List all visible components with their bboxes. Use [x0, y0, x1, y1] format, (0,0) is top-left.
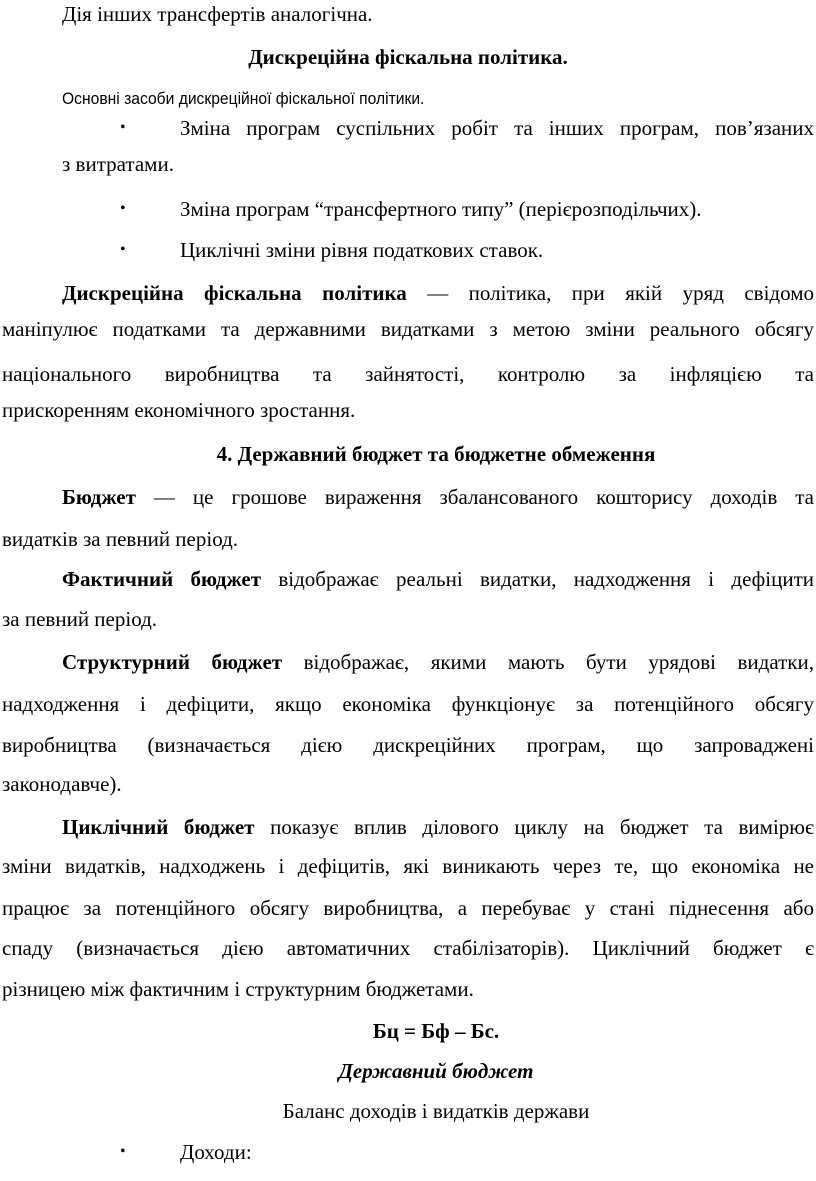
income-item: Доходи:: [180, 1140, 252, 1164]
def-cyclical-term: Циклічний бюджет: [62, 815, 255, 839]
def-structural-line3: виробництва (визначається дією дискреційних програм, що запроваджені: [2, 733, 814, 757]
def-discretionary-line4: прискоренням економічного зростання.: [2, 398, 356, 422]
bullet-icon: •: [120, 200, 126, 217]
formula: [28, 1017, 816, 1045]
def-cyclical-rest: показує вплив ділового циклу на бюджет та вимірює: [254, 815, 814, 839]
bullet-icon: •: [120, 119, 126, 136]
bullet-item-1-line1: Зміна програм суспільних робіт та інших програм, пов’язаних: [180, 116, 814, 140]
def-structural-line1: [62, 648, 814, 676]
bullet-item-1-line2: з витратами.: [62, 152, 174, 176]
balance-line: Баланс доходів і видатків держави: [282, 1099, 590, 1123]
def-cyclical-line4: спаду (визначається дією автоматичних стабілізаторів). Циклічний бюджет є: [2, 936, 814, 960]
def-structural-line4: законодавче).: [2, 772, 122, 796]
def-discretionary-term: Дискреційна фіскальна політика: [62, 281, 407, 305]
means-heading: Основні засоби дискреційної фіскальної політики.: [62, 89, 425, 108]
bullet-icon: •: [120, 241, 126, 258]
formula-text: Бц = Бф – Бс.: [372, 1019, 500, 1043]
def-actual-line2: за певний період.: [2, 607, 158, 631]
def-budget-term: Бюджет: [62, 485, 136, 509]
bullet-item-2: Зміна програм “трансфертного типу” (перієрозподільчих).: [180, 197, 702, 221]
def-discretionary-rest: — політика, при якій уряд свідомо: [406, 281, 815, 305]
def-cyclical-line3: працює за потенційного обсягу виробництва, а перебуває у стані піднесення або: [2, 896, 814, 920]
section-title: [0, 43, 816, 71]
def-structural-line2: надходження і дефіцити, якщо економіка функціонує за потенційного обсягу: [2, 692, 814, 716]
def-structural-rest: відображає, якими мають бути урядові видатки,: [282, 650, 814, 674]
def-discretionary-line1: [62, 279, 814, 307]
def-budget-rest: — це грошове вираження збалансованого кошторису доходів та: [135, 485, 814, 509]
def-discretionary-line3: національного виробництва та зайнятості, контролю за інфляцією та: [2, 362, 814, 386]
def-cyclical-line1: [62, 813, 814, 841]
bullet-icon: •: [120, 1143, 126, 1160]
intro-line: Дія інших трансфертів аналогічна.: [62, 2, 373, 26]
def-actual-rest: відображає реальні видатки, надходження і дефіцити: [261, 567, 814, 591]
bullet-item-3: Циклічні зміни рівня податкових ставок.: [180, 238, 544, 262]
def-discretionary-line2: маніпулює податками та державними видатками з метою зміни реального обсягу: [2, 317, 814, 341]
def-actual-line1: [62, 565, 814, 593]
section4-title-text: 4. Державний бюджет та бюджетне обмеження: [216, 442, 656, 466]
def-cyclical-line2: зміни видатків, надходжень і дефіцитів, які виникають через те, що економіка не: [2, 854, 814, 878]
def-cyclical-line5: різницею між фактичним і структурним бюджетами.: [2, 977, 474, 1001]
section4-title: [28, 440, 816, 468]
state-budget-title-text: Державний бюджет: [338, 1059, 534, 1083]
def-budget-line1: [62, 483, 814, 511]
def-actual-term: Фактичний бюджет: [62, 567, 262, 591]
def-budget-line2: видатків за певний період.: [2, 527, 239, 551]
def-structural-term: Структурний бюджет: [62, 650, 283, 674]
section-title-text: Дискреційна фіскальна політика.: [248, 45, 568, 69]
state-budget-title: [28, 1057, 816, 1085]
